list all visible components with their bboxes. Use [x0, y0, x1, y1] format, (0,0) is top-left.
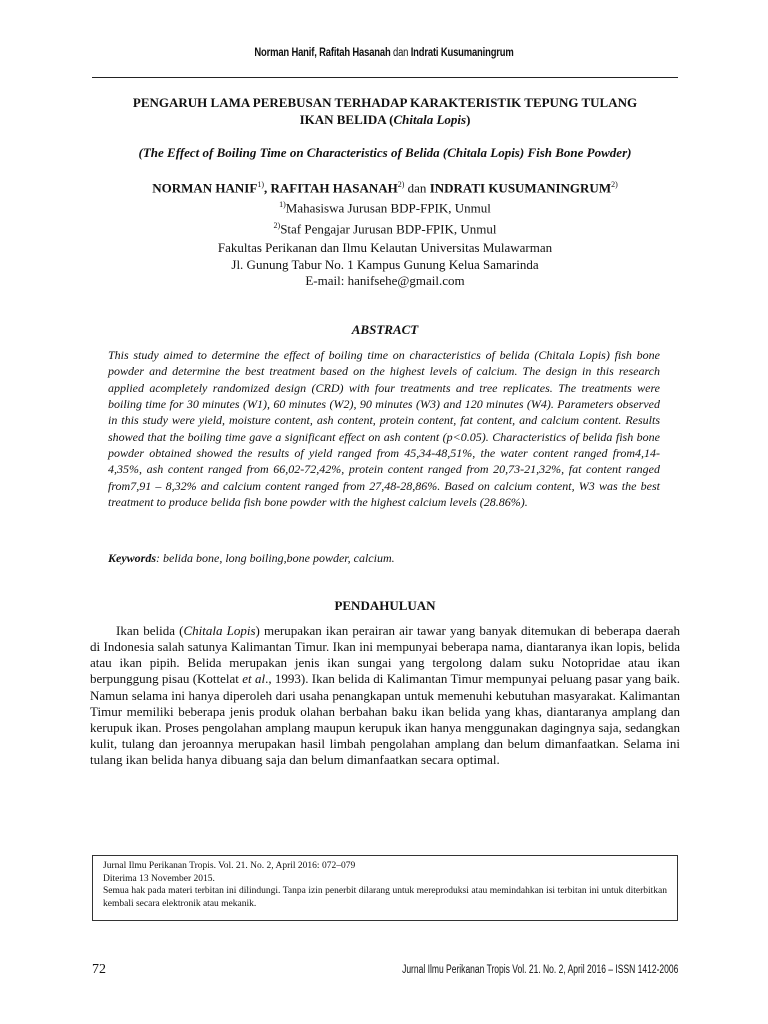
title-line-1: PENGARUH LAMA PEREBUSAN TERHADAP KARAKTERISTIK TEPUNG TULANG [132, 95, 638, 110]
intro-text-end: ., 1993). Ikan belida di Kalimantan Timur mempunyai peluang pasar yang baik. Namun selama ini hanya diperoleh dari usaha penangkapan untuk memenuhi kebutuhan masyarakat. Kalimantan Timur memiliki beberapa jenis produk olahan berbahan baku ikan belida yang khas, diantaranya amplang dan kerupuk ikan. Proses pengolahan amplang maupun kerupuk ikan hanya menggunakan dagingnya saja, sedangkan kulit, tulang dan jeroannya merupakan hasil limbah pengolahan amplang dan belum dimanfaatkan. Selama ini tulang ikan belida hanya dibuang saja dan belum dimanfaatkan secara optimal. [90, 671, 681, 768]
running-head [69, 47, 699, 59]
footnote-rights: Semua hak pada materi terbitan ini dilindungi. Tanpa izin penerbit dilarang untuk mereproduksi atau memindahkan isi terbitan ini untuk diterbitkan kembali secara elektronik atau mekanik. [103, 886, 667, 910]
running-footer: Jurnal Ilmu Perikanan Tropis Vol. 21. No. 2, April 2016 – ISSN 1412-2006 [401, 964, 678, 976]
author-list [92, 176, 678, 196]
author-1-sup: 1) [257, 180, 264, 189]
header-rule [92, 77, 678, 78]
affiliation-1-sup: 1) [279, 200, 286, 210]
keywords [108, 551, 660, 566]
author-sep: , [263, 180, 271, 196]
abstract-text: This study aimed to determine the effect of boiling time on characteristics of belida (Chitala Lopis) fish bone powder and determine the best treatment based on the highest levels of calcium. The design in this research applied acompletely randomized design (CRD) with four treatments and tree replicates. The treatments were boiling time for 30 minutes (W1), 60 minutes (W2), 90 minutes (W3) and 120 minutes (W4). Parameters observed in this study were yield, moisture content, ash content, protein content, fat content, and calcium content. Results showed that the boiling time gave a significant effect on ash content (p<0.05). Characteristics of belida fish bone powder obtained showed the results of yield ranged from 45,34-48,51%, the water content ranged from4,14-4,35%, ash content ranged from 66,02-72,42%, protein content ranged from 20,73-21,32%, fat content ranged from7,91 – 8,32% and calcium content ranged from 27,48-28,86%. Based on calcium content, W3 was the best treatment to produce belida fish bone powder with the highest calcium levels (28.86%). [108, 348, 660, 510]
intro-species: Chitala Lopis [183, 623, 256, 638]
keywords-list: : belida bone, long boiling,bone powder, calcium. [156, 551, 395, 565]
abstract-heading: ABSTRACT [351, 322, 419, 337]
email: E-mail: hanifsehe@gmail.com [305, 273, 465, 288]
running-head-authors: Norman Hanif, Rafitah Hasanah [254, 47, 391, 59]
affiliation-2 [92, 217, 678, 237]
footnote-received: Diterima 13 November 2015. [103, 873, 215, 884]
intro-et-al: et al [242, 671, 266, 687]
paper-title [92, 94, 678, 128]
footnote-box [92, 855, 678, 921]
keywords-label: Keywords [108, 551, 156, 565]
introduction-paragraph [90, 623, 680, 768]
author-block [92, 176, 678, 237]
author-2: RAFITAH HASANAH [270, 180, 398, 196]
affiliation-1 [92, 196, 678, 216]
institution-block [92, 240, 678, 290]
author-3-sup: 2) [611, 180, 618, 189]
page-number: 72 [92, 962, 106, 977]
faculty: Fakultas Perikanan dan Ilmu Kelautan Universitas Mulawarman [217, 240, 553, 255]
english-title: (The Effect of Boiling Time on Characteristics of Belida (Chitala Lopis) Fish Bone Powder) [138, 145, 632, 160]
affiliation-2-text: Staf Pengajar Jurusan BDP-FPIK, Unmul [280, 220, 497, 236]
title-line-2-prefix: IKAN BELIDA ( [299, 112, 394, 127]
author-3: INDRATI KUSUMANINGRUM [429, 180, 612, 196]
author-2-sup: 2) [397, 180, 405, 189]
author-conj: dan [404, 180, 430, 196]
address: Jl. Gunung Tabur No. 1 Kampus Gunung Kelua Samarinda [231, 256, 539, 272]
footnote-journal: Jurnal Ilmu Perikanan Tropis. Vol. 21. No. 2, April 2016: 072–079 [103, 861, 356, 871]
title-line-2 [92, 111, 678, 128]
affiliation-1-text: Mahasiswa Jurusan BDP-FPIK, Unmul [285, 200, 491, 216]
title-species: Chitala Lopis [393, 112, 467, 127]
running-head-conj: dan [393, 47, 409, 59]
author-1: NORMAN HANIF [152, 180, 258, 196]
intro-text-mid: ) merupakan ikan perairan air tawar yang banyak ditemukan di beberapa daerah di Indonesia salah satunya Kalimantan Timur. Ikan ini mempunyai beberapa nama, diantaranya ikan lopis, belida atau ikan pipih. Belida merupakan jenis ikan sungai yang tergolong dalam suku Notopridae atau ikan berpunggung pisau (Kottelat [90, 623, 680, 687]
intro-text-start: Ikan belida ( [116, 623, 184, 638]
section-heading-pendahuluan: PENDAHULUAN [334, 598, 436, 613]
title-line-2-suffix: ) [466, 112, 471, 127]
affiliation-2-sup: 2) [273, 220, 281, 230]
running-head-last-author: Indrati Kusumaningrum [410, 47, 514, 59]
